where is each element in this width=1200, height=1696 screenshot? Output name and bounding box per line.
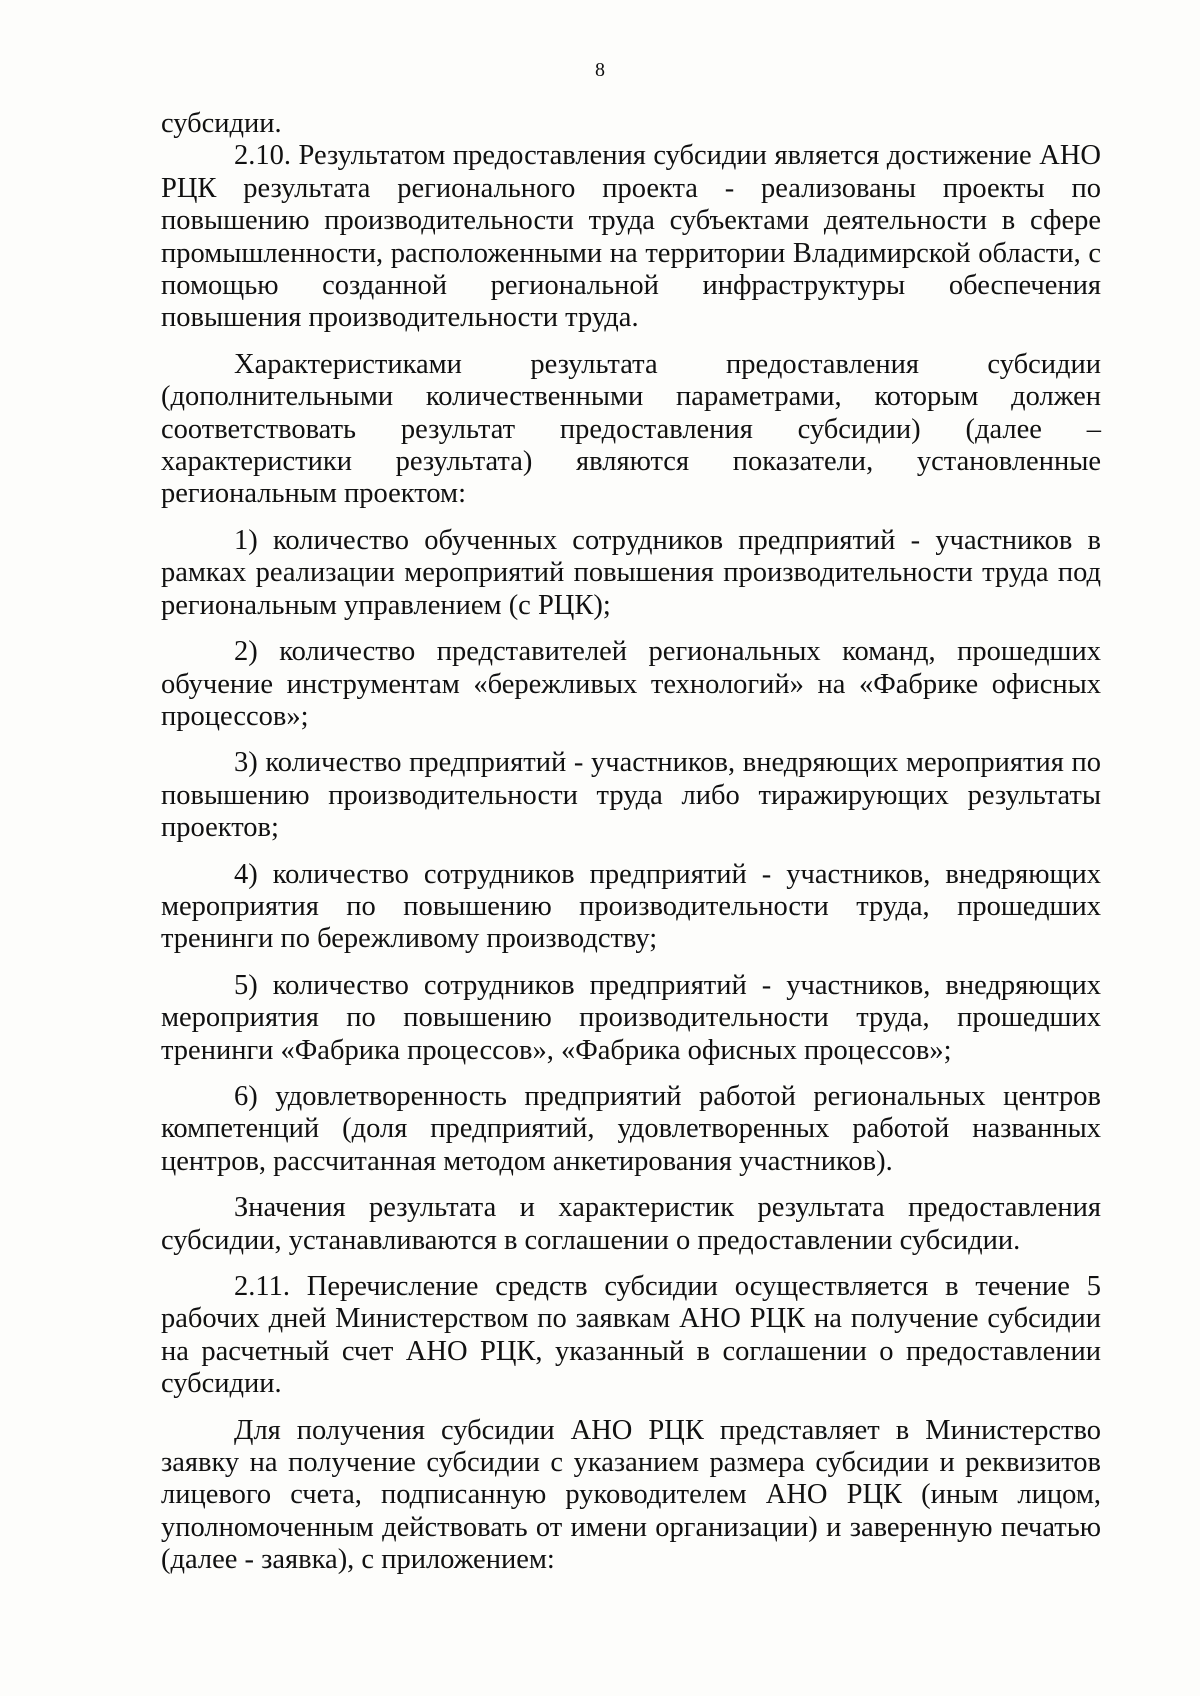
paragraph-continuation: субсидии.	[161, 108, 282, 139]
list-item-5: 5) количество сотрудников предприятий - участников, внедряющих мероприятия по повышению производительности труда, прошедших тренинги «Фабрика процессов», «Фабрика офисных процессов»;	[161, 969, 1101, 1066]
list-item-4: 4) количество сотрудников предприятий - участников, внедряющих мероприятия по повышению производительности труда, прошедших тренинги по бережливому производству;	[161, 858, 1101, 955]
paragraph-values: Значения результата и характеристик результата предоставления субсидии, устанавливаются в соглашении о предоставлении субсидии.	[161, 1192, 1101, 1256]
paragraph-application: Для получения субсидии АНО РЦК представляет в Министерство заявку на получение субсидии с указанием размера субсидии и реквизитов лицевого счета, подписанную руководителем АНО РЦК (иным лицом, уполномоченным действовать от имени организации) и заверенную печатью (далее - заявка), с приложением:	[161, 1414, 1101, 1576]
page-number: 8	[595, 59, 605, 81]
paragraph-2-10: 2.10. Результатом предоставления субсидии является достижение АНО РЦК результата регионального проекта - реализованы проекты по повышению производительности труда субъектами деятельности в сфере промышленности, расположенными на территории Владимирской области, с помощью созданной региональной инфраструктуры обеспечения повышения производительности труда.	[161, 140, 1101, 334]
document-body	[161, 108, 1101, 1577]
list-item-2: 2) количество представителей региональных команд, прошедших обучение инструментам «бережливых технологий» на «Фабрике офисных процессов»;	[161, 636, 1101, 732]
list-item-3: 3) количество предприятий - участников, внедряющих мероприятия по повышению производительности труда либо тиражирующих результаты проектов;	[161, 747, 1101, 844]
paragraph-characteristics: Характеристиками результата предоставления субсидии (дополнительными количественными параметрами, которым должен соответствовать результат предоставления субсидии) (далее – характеристики результата) являются показатели, установленные региональным проектом:	[161, 348, 1101, 510]
paragraph-2-11: 2.11. Перечисление средств субсидии осуществляется в течение 5 рабочих дней Министерством по заявкам АНО РЦК на получение субсидии на расчетный счет АНО РЦК, указанный в соглашении о предоставлении субсидии.	[161, 1271, 1101, 1400]
list-item-6: 6) удовлетворенность предприятий работой региональных центров компетенций (доля предприятий, удовлетворенных работой названных центров, рассчитанная методом анкетирования участников).	[161, 1080, 1101, 1177]
list-item-1: 1) количество обученных сотрудников предприятий - участников в рамках реализации мероприятий повышения производительности труда под региональным управлением (с РЦК);	[161, 524, 1101, 621]
